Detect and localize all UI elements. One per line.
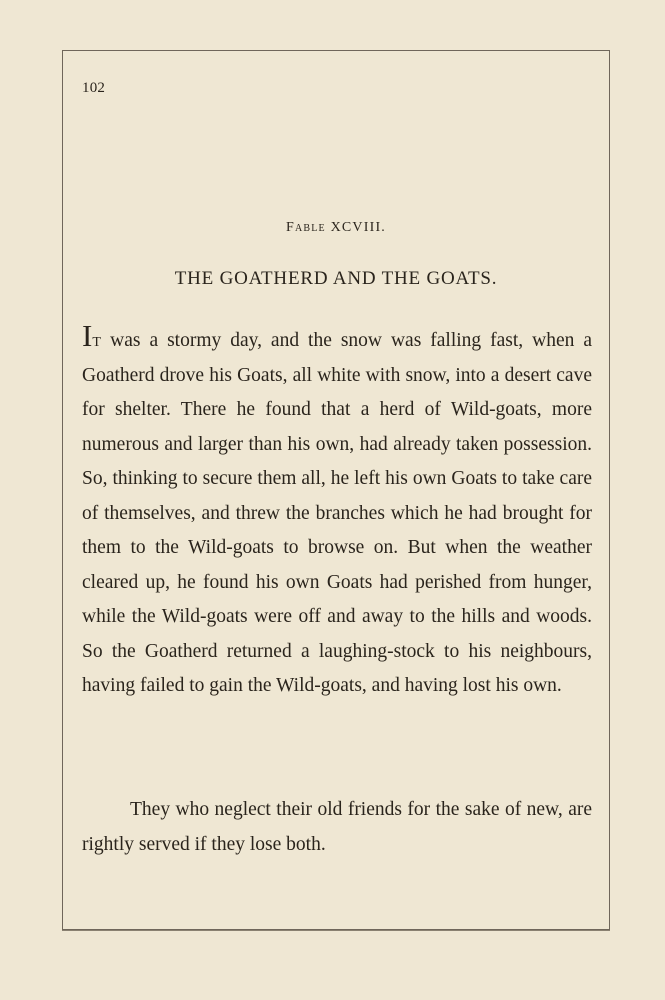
fable-body [82, 320, 592, 704]
bottom-rule [62, 930, 610, 931]
small-caps-lead: t [92, 330, 102, 351]
drop-cap: I [82, 318, 93, 353]
page-number: 102 [82, 80, 106, 96]
fable-title: THE GOATHERD AND THE GOATS. [174, 268, 498, 289]
fable-body-text: was a stormy day, and the snow was falling fast, when a Goatherd drove his Goats, all white with snow, into a desert cave for shelter. There he found that a herd of Wild-goats, more numerous and larger than his own, had already taken possession. So, thinking to secure them all, he left his own Goats to take care of themselves, and threw the branches which he had brought for them to the Wild-goats to browse on. But when the weather cleared up, he found his own Goats had perished from hunger, while the Wild-goats were off and away to the hills and woods. So the Goatherd returned a laughing-stock to his neighbours, having failed to gain the Wild-goats, and having lost his own. [82, 330, 592, 696]
fable-number: Fable XCVIII. [285, 220, 387, 235]
fable-moral: They who neglect their old friends for the sake of new, are rightly served if they lose both. [82, 799, 592, 855]
